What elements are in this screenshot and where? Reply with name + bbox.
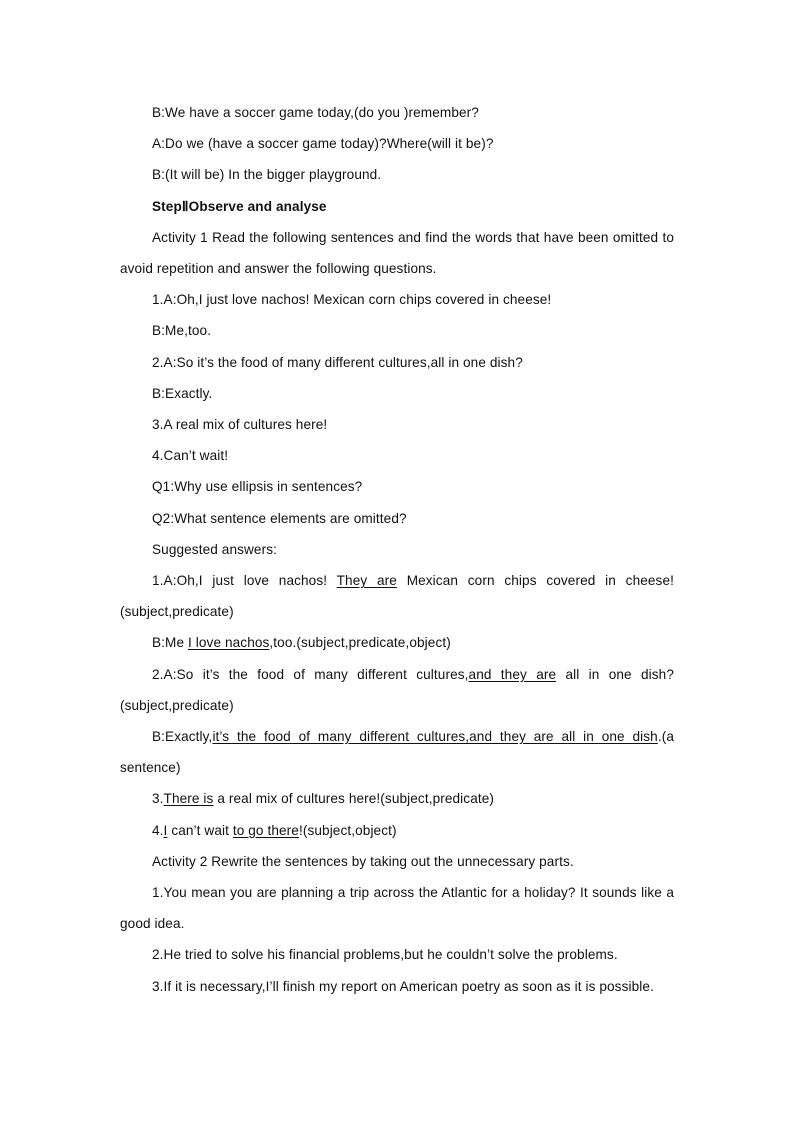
omitted-words: and they are [468,666,557,682]
answer-text: B:Exactly, [152,729,213,745]
answer-text: can’t wait [167,822,233,838]
activity-instruction: Activity 2 Rewrite the sentences by taking out the unnecessary parts. [152,853,574,869]
example-sentence: B:Exactly. [152,385,213,401]
document-body [120,97,674,1002]
answers-heading: Suggested answers: [152,541,277,557]
answer-text: 2.A:So it’s the food of many different cultures, [152,666,469,682]
question: Q2:What sentence elements are omitted? [152,510,407,526]
dialogue-line: B:We have a soccer game today,(do you )remember? [152,105,479,120]
example-sentence: B:Me,too. [152,323,212,339]
answer-line [120,565,674,627]
rewrite-sentence: 2.He tried to solve his financial problems,but he couldn’t solve the problems. [152,947,618,963]
answer-text: 3. [152,791,164,807]
answer-line [120,815,674,846]
step-heading: StepⅡObserve and analyse [152,198,327,214]
rewrite-sentence: 1.You mean you are planning a trip across the Atlantic for a holiday? It sounds like a good idea. [120,885,674,932]
answer-line [120,627,674,658]
example-sentence: 1.A:Oh,I just love nachos! Mexican corn chips covered in cheese! [152,292,552,308]
answer-text: !(subject,object) [298,822,397,838]
example-sentence: 3.A real mix of cultures here! [152,417,328,433]
rewrite-sentence: 3.If it is necessary,I’ll finish my report on American poetry as soon as it is possible. [152,978,654,994]
answer-text: 4. [152,822,164,838]
answer-text: ,too.(subject,predicate,object) [269,635,451,651]
answer-line [120,783,674,814]
example-sentence: 2.A:So it’s the food of many different cultures,all in one dish? [152,354,523,370]
dialogue-line: B:(It will be) In the bigger playground. [152,167,382,183]
answer-text: .(a sentence) [120,729,674,776]
dialogue-line: A:Do we (have a soccer game today)?Where(will it be)? [152,136,494,152]
omitted-words: There is [163,791,214,807]
answer-text: Mexican corn chips covered in cheese!(subject,predicate) [120,573,674,620]
activity-instruction: Activity 1 Read the following sentences and find the words that have been omitted to avoid repetition and answer the following questions. [120,229,674,277]
omitted-words: to go there [232,822,299,838]
omitted-words: it’s the food of many different cultures,and they are all in one dish [212,729,658,745]
omitted-words: I [163,822,168,838]
omitted-words: I love nachos [188,635,270,651]
answer-text: a real mix of cultures here!(subject,predicate) [213,791,495,807]
answer-text: B:Me [152,635,189,651]
answer-text: 1.A:Oh,I just love nachos! [152,573,337,589]
answer-text: all in one dish?(subject,predicate) [120,666,674,713]
answer-line [120,721,674,783]
question: Q1:Why use ellipsis in sentences? [152,479,363,495]
example-sentence: 4.Can’t wait! [152,448,229,464]
answer-line [120,659,674,721]
omitted-words: They are [336,573,397,589]
